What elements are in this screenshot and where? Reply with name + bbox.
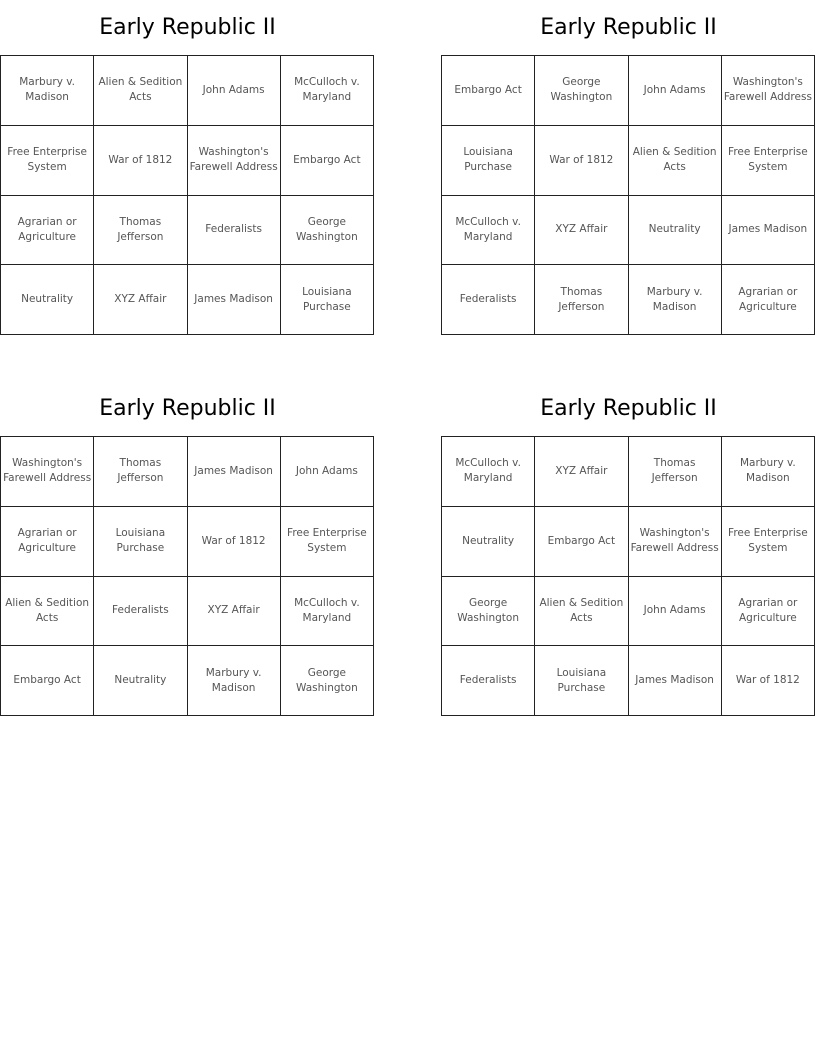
bingo-cell: Marbury v. Madison bbox=[629, 265, 722, 335]
bingo-cell: Washington's Farewell Address bbox=[629, 507, 722, 577]
bingo-cell: War of 1812 bbox=[94, 126, 187, 196]
card-title: Early Republic II bbox=[99, 396, 276, 421]
bingo-cell: McCulloch v. Maryland bbox=[442, 437, 535, 507]
bingo-cell: George Washington bbox=[535, 56, 628, 126]
bingo-grid bbox=[441, 436, 815, 716]
card-title: Early Republic II bbox=[540, 396, 717, 421]
bingo-cell: Louisiana Purchase bbox=[535, 646, 628, 716]
bingo-cell: Alien & Sedition Acts bbox=[535, 577, 628, 647]
bingo-card bbox=[0, 0, 375, 313]
bingo-cell: Free Enterprise System bbox=[722, 507, 815, 577]
bingo-cell: John Adams bbox=[629, 577, 722, 647]
bingo-cell: XYZ Affair bbox=[535, 196, 628, 266]
bingo-cell: James Madison bbox=[188, 437, 281, 507]
bingo-cell: Thomas Jefferson bbox=[535, 265, 628, 335]
bingo-cell: Louisiana Purchase bbox=[442, 126, 535, 196]
bingo-card bbox=[441, 381, 816, 694]
bingo-cell: Marbury v. Madison bbox=[1, 56, 94, 126]
card-title: Early Republic II bbox=[540, 15, 717, 40]
bingo-grid bbox=[441, 55, 815, 335]
bingo-cell: John Adams bbox=[188, 56, 281, 126]
card-title: Early Republic II bbox=[99, 15, 276, 40]
bingo-card bbox=[441, 0, 816, 313]
bingo-cell: McCulloch v. Maryland bbox=[281, 56, 374, 126]
bingo-cell: War of 1812 bbox=[535, 126, 628, 196]
bingo-cell: Agrarian or Agriculture bbox=[722, 265, 815, 335]
bingo-cell: McCulloch v. Maryland bbox=[442, 196, 535, 266]
bingo-cell: Federalists bbox=[94, 577, 187, 647]
bingo-cell: Alien & Sedition Acts bbox=[629, 126, 722, 196]
bingo-card bbox=[0, 381, 375, 694]
bingo-cell: Louisiana Purchase bbox=[94, 507, 187, 577]
bingo-cell: Embargo Act bbox=[1, 646, 94, 716]
bingo-cell: Neutrality bbox=[94, 646, 187, 716]
bingo-cell: Neutrality bbox=[442, 507, 535, 577]
bingo-cell: Agrarian or Agriculture bbox=[1, 507, 94, 577]
bingo-cell: War of 1812 bbox=[188, 507, 281, 577]
bingo-cell: John Adams bbox=[281, 437, 374, 507]
bingo-cell: Free Enterprise System bbox=[281, 507, 374, 577]
bingo-cell: James Madison bbox=[722, 196, 815, 266]
bingo-cell: Free Enterprise System bbox=[1, 126, 94, 196]
bingo-cell: Thomas Jefferson bbox=[629, 437, 722, 507]
bingo-cell: Free Enterprise System bbox=[722, 126, 815, 196]
bingo-cell: Agrarian or Agriculture bbox=[1, 196, 94, 266]
bingo-cell: John Adams bbox=[629, 56, 722, 126]
bingo-cell: War of 1812 bbox=[722, 646, 815, 716]
bingo-cell: George Washington bbox=[442, 577, 535, 647]
bingo-cell: Thomas Jefferson bbox=[94, 437, 187, 507]
bingo-cell: George Washington bbox=[281, 646, 374, 716]
bingo-cell: McCulloch v. Maryland bbox=[281, 577, 374, 647]
bingo-cell: Alien & Sedition Acts bbox=[1, 577, 94, 647]
bingo-cell: Alien & Sedition Acts bbox=[94, 56, 187, 126]
bingo-grid bbox=[0, 436, 374, 716]
bingo-cell: XYZ Affair bbox=[535, 437, 628, 507]
bingo-cell: XYZ Affair bbox=[188, 577, 281, 647]
bingo-cell: Embargo Act bbox=[535, 507, 628, 577]
bingo-cell: Thomas Jefferson bbox=[94, 196, 187, 266]
bingo-cell: Washington's Farewell Address bbox=[722, 56, 815, 126]
bingo-cell: Federalists bbox=[442, 646, 535, 716]
bingo-cell: Embargo Act bbox=[442, 56, 535, 126]
bingo-cell: Federalists bbox=[442, 265, 535, 335]
bingo-cell: Neutrality bbox=[1, 265, 94, 335]
bingo-cell: Embargo Act bbox=[281, 126, 374, 196]
bingo-cell: Federalists bbox=[188, 196, 281, 266]
bingo-cell: Washington's Farewell Address bbox=[1, 437, 94, 507]
bingo-cell: Marbury v. Madison bbox=[722, 437, 815, 507]
bingo-grid bbox=[0, 55, 374, 335]
bingo-cell: Louisiana Purchase bbox=[281, 265, 374, 335]
bingo-cell: James Madison bbox=[629, 646, 722, 716]
bingo-cell: George Washington bbox=[281, 196, 374, 266]
bingo-cell: James Madison bbox=[188, 265, 281, 335]
bingo-cell: Agrarian or Agriculture bbox=[722, 577, 815, 647]
bingo-cell: Marbury v. Madison bbox=[188, 646, 281, 716]
bingo-cell: Neutrality bbox=[629, 196, 722, 266]
bingo-cell: XYZ Affair bbox=[94, 265, 187, 335]
bingo-cell: Washington's Farewell Address bbox=[188, 126, 281, 196]
